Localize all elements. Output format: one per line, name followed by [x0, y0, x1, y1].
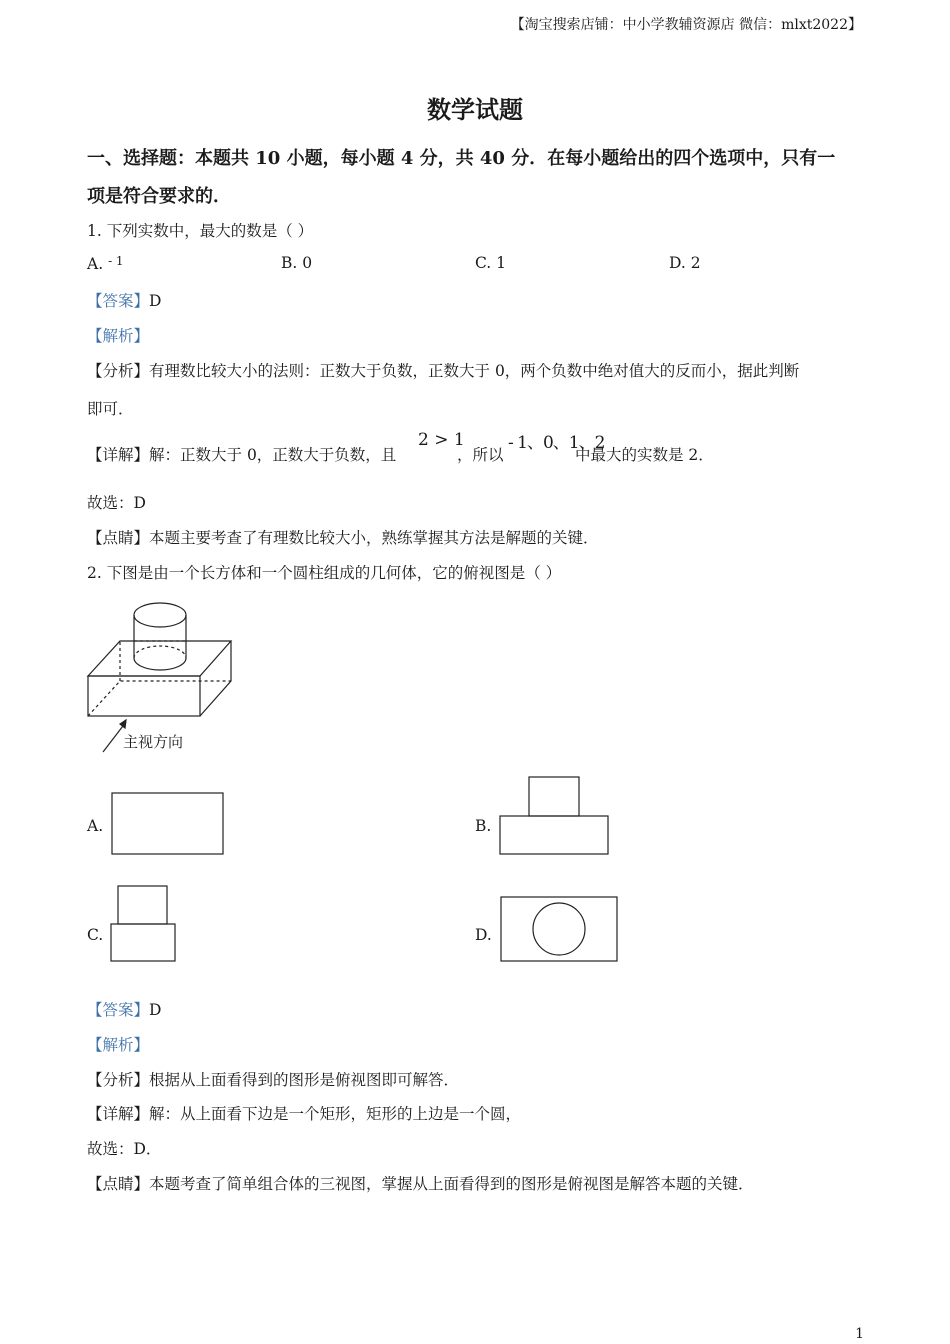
q2-answer: [87, 998, 161, 1020]
q1-answer: [87, 289, 161, 311]
q2-figure-label: 主视方向: [123, 733, 184, 751]
q1-option-c: [475, 254, 506, 272]
box-hidden-edges: [88, 681, 231, 716]
option-d-circle: [533, 903, 585, 955]
q1-xiangjie-tag: 【详解】: [87, 446, 150, 464]
q1-option-a: [87, 254, 124, 273]
section-heading-line2: 项是符合要求的．: [87, 186, 231, 207]
q1-dianjing-tag: 【点睛】: [87, 529, 150, 547]
box-front-face: [88, 676, 200, 716]
q1-fenxi-text1: 有理数比较大小的法则：正数大于负数，正数大于 0，两个负数中绝对值大的反而小，据此判断: [149, 362, 800, 380]
option-b-bottom-rect: [500, 816, 608, 854]
q2-choose: 故选：D．: [87, 1140, 162, 1158]
q1-math-inequality: 2 > 1: [418, 430, 465, 450]
page-header-ad: 【淘宝搜索店铺：中小学教辅资源店 微信：mlxt2022】: [510, 17, 862, 33]
q1-option-b: [281, 254, 312, 272]
q1-xiangjie-text-a: 解：正数大于 0，正数大于负数，且: [149, 446, 397, 464]
section-heading-line1: 一、选择题：本题共 10 小题，每小题 4 分，共 40 分．在每小题给出的四个选项中，只有一: [87, 148, 836, 169]
q2-dianjing: [87, 1172, 754, 1194]
q2-answer-tag: 【答案】: [87, 1001, 150, 1019]
q1-option-a-value: - 1: [108, 254, 124, 268]
q1-option-b-value: 0: [302, 254, 313, 272]
q2-option-a-label: A.: [87, 817, 104, 835]
q2-analysis-tag: 【解析】: [87, 1036, 150, 1054]
q1-answer-tag: 【答案】: [87, 292, 150, 310]
q1-xiangjie-text-b: ，所以: [457, 446, 504, 464]
q2-option-b-figure: [499, 776, 611, 858]
q2-option-a-figure: [111, 792, 225, 856]
q2-fenxi-tag: 【分析】: [87, 1071, 150, 1089]
q2-xiangjie-text: 解：从上面看下边是一个矩形，矩形的上边是一个圆，: [149, 1105, 522, 1123]
q2-answer-value: D: [149, 1001, 162, 1019]
q2-option-c-label: C.: [87, 926, 104, 944]
q2-option-c-figure: [110, 885, 178, 965]
q1-option-c-label: C.: [475, 254, 497, 272]
q1-fenxi-tag: 【分析】: [87, 362, 150, 380]
option-b-top-rect: [529, 777, 579, 816]
q1-option-b-label: B.: [281, 254, 303, 272]
q1-math-list: - 1、0、1、2: [508, 433, 605, 453]
q1-option-d-value: 2: [690, 254, 701, 272]
q1-option-a-label: A.: [87, 255, 109, 273]
page-number: 1: [855, 1326, 864, 1342]
cylinder-bottom-front: [134, 658, 186, 670]
q1-option-c-value: 1: [496, 254, 507, 272]
q1-answer-value: D: [149, 292, 162, 310]
q1-option-d-label: D.: [669, 254, 691, 272]
option-d-rect: [501, 897, 617, 961]
q2-fenxi: [87, 1068, 459, 1090]
q1-choose: 故选：D: [87, 494, 146, 512]
option-c-top-rect: [118, 886, 167, 924]
q2-xiangjie-tag: 【详解】: [87, 1105, 150, 1123]
q1-dianjing-text: 本题主要考查了有理数比较大小，熟练掌握其方法是解题的关键．: [149, 529, 599, 547]
option-c-bottom-rect: [111, 924, 175, 961]
q2-option-b-label: B.: [475, 817, 492, 835]
option-a-rect: [112, 793, 223, 854]
arrow-head: [120, 720, 126, 728]
q1-stem: 1. 下列实数中，最大的数是（ ）: [87, 222, 314, 240]
q2-option-d-figure: [500, 896, 620, 964]
q2-xiangjie: [87, 1102, 521, 1124]
q1-fenxi-line1: [87, 359, 799, 381]
cylinder-top-ellipse: [134, 603, 186, 627]
q1-analysis-tag: 【解析】: [87, 327, 150, 345]
q2-stem: 2. 下图是由一个长方体和一个圆柱组成的几何体，它的俯视图是（ ）: [87, 564, 562, 582]
cylinder-bottom-back: [134, 646, 186, 658]
q2-dianjing-text: 本题考查了简单组合体的三视图，掌握从上面看得到的图形是俯视图是解答本题的关键．: [149, 1175, 754, 1193]
q1-xiangjie: [87, 443, 396, 465]
q1-xiangjie-text-c: 中最大的实数是 2．: [575, 446, 714, 464]
q2-dianjing-tag: 【点睛】: [87, 1175, 150, 1193]
box-side-face: [200, 641, 231, 716]
q1-dianjing: [87, 526, 599, 548]
q1-option-d: [669, 254, 701, 272]
q2-option-d-label: D.: [475, 926, 492, 944]
q2-fenxi-text: 根据从上面看得到的图形是俯视图即可解答．: [149, 1071, 460, 1089]
page-title: 数学试题: [427, 95, 523, 124]
q1-fenxi-line2: 即可．: [87, 400, 134, 418]
